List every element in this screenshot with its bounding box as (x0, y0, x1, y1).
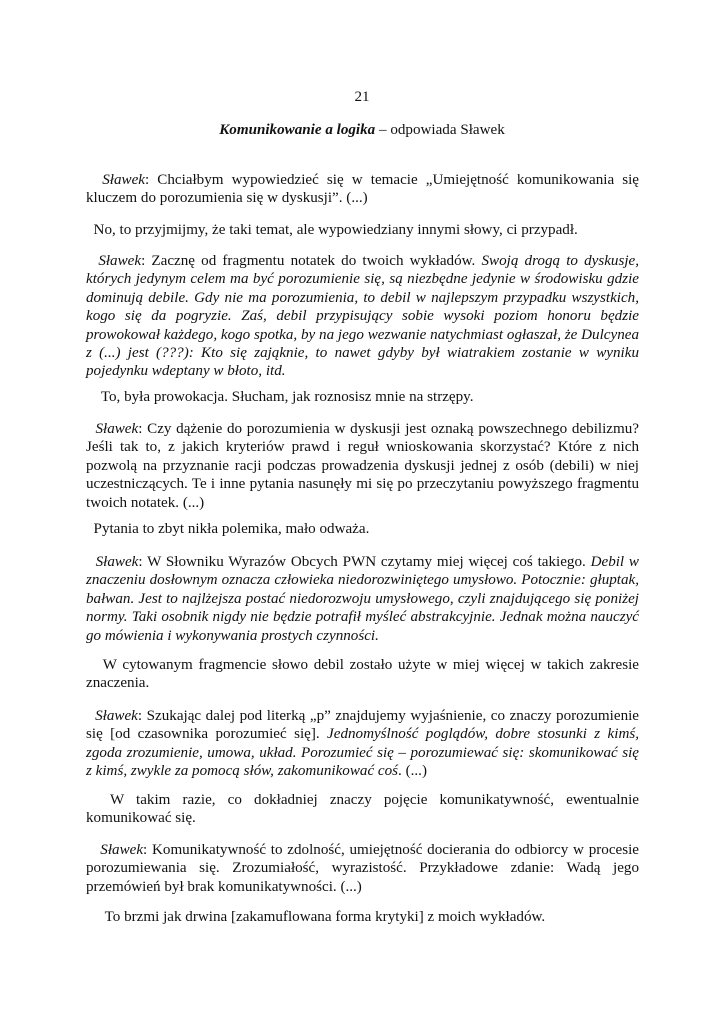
page-number: 21 (354, 89, 370, 105)
section-title-author: – odpowiada Sławek (375, 122, 505, 138)
paragraph (86, 553, 639, 645)
italic-text: Debil w znaczeniu dosłownym oznacza człowieka niedorozwiniętego umysłowo. Potocznie: głuptak, bałwan. Jest to najlżejsza postać niedorozwoju umysłowego, czyli znajdującego się poniżej normy. Taki osobnik nigdy nie będzie potrafił myśleć abstrakcyjnie. Jednak można nauczyć go mówienia i wykonywania prostych czynności. (86, 554, 639, 644)
paragraph-text: W takim razie, co dokładniej znaczy pojęcie komunikatywność, ewentualnie komunikować się. (86, 792, 639, 827)
section-title (0, 121, 724, 139)
paragraph (86, 420, 639, 512)
paragraph-text: : Czy dążenie do porozumienia w dyskusji jest oznaką powszechnego debilizmu? Jeśli tak to, z jakich kryteriów prawd i reguł wnioskowania skorzystać? Które z nich pozwolą na przyznanie racji podczas prowadzenia dyskusji jednej z osób (debili) w niej uczestniczących. Te i inne pytania nasunęły mi się po przeczytaniu powyższego fragmentu twoich notatek. (...) (86, 421, 639, 511)
paragraph-indent (86, 657, 103, 673)
paragraph (86, 908, 639, 926)
paragraph-indent (86, 792, 110, 808)
italic-text: Sławek (95, 421, 139, 437)
italic-text: Sławek (102, 172, 145, 188)
italic-text: Sławek (95, 554, 139, 570)
paragraph-text: : W Słowniku Wyrazów Obcych PWN czytamy miej więcej coś takiego. (138, 554, 591, 570)
paragraph (86, 841, 639, 896)
paragraph (86, 221, 639, 239)
paragraph (86, 656, 639, 693)
paragraph-indent (86, 253, 98, 269)
paragraph-text: Pytania to zbyt nikła polemika, mało odważa. (93, 521, 370, 537)
paragraph (86, 388, 639, 406)
paragraph (86, 520, 639, 538)
paragraph-indent (86, 389, 101, 405)
paragraph (86, 252, 639, 381)
italic-text: Sławek (95, 708, 138, 724)
paragraph-text: W cytowanym fragmencie słowo debil zostało użyte w miej więcej w takich zakresie znaczenia. (86, 657, 639, 692)
paragraph-indent (86, 222, 94, 238)
paragraph (86, 171, 639, 208)
paragraph-text: To, była prowokacja. Słucham, jak roznosisz mnie na strzępy. (100, 389, 474, 405)
paragraph-text: : Zacznę od fragmentu notatek do twoich wykładów. (141, 253, 482, 269)
paragraph-indent (86, 842, 100, 858)
paragraph-text: No, to przyjmijmy, że taki temat, ale wypowiedziany innymi słowy, ci przypadł. (93, 222, 578, 238)
paragraph-indent (86, 172, 102, 188)
section-title-topic: Komunikowanie a logika (219, 122, 376, 138)
paragraph-indent (86, 708, 95, 724)
italic-text: Sławek (100, 842, 144, 858)
paragraph-indent (86, 909, 105, 925)
paragraph-text: To brzmi jak drwina [zakamuflowana forma krytyki] z moich wykładów. (104, 909, 546, 925)
italic-text: Sławek (98, 253, 142, 269)
paragraph-indent (86, 521, 94, 537)
paragraph-text: : Chciałbym wypowiedzieć się w temacie „Umiejętność komunikowania się kluczem do porozumienia się w dyskusji”. (...) (86, 172, 640, 207)
paragraph (86, 707, 639, 781)
italic-text: Jednomyślność poglądów, dobre stosunki z kimś, zgoda zrozumienie, umowa, układ. Porozumieć się – porozumiewać się: skomunikować się z kimś, zwykle za pomocą słów, zakomunikować coś (86, 726, 639, 780)
paragraph-text: : Komunikatywność to zdolność, umiejętność docierania do odbiorcy w procesie porozumiewania się. Zrozumiałość, wyrazistość. Przykładowe zdanie: Wadą jego przemówień był brak komunikatywności. (...) (86, 842, 639, 895)
paragraph-indent (86, 554, 96, 570)
paragraph-text: : Szukając dalej pod literką „p” znajdujemy wyjaśnienie, co znaczy porozumienie się [od czasownika porozumieć się]. (86, 708, 640, 743)
italic-text: Swoją drogą to dyskusje, których jedynym celem ma być porozumienie się, są niezbędne jedynie w środowisku gdzie dominują debile. Gdy nie ma porozumienia, to debil w najlepszym przypadku wszystkich, kogo się da pogryzie. Zaś, debil przypisujący sobie wysoki poziom honoru będzie prowokował każdego, kogo spotka, by na jego wezwanie natychmiast ogłaszał, że Dulcynea z (...) jest (???): Kto się zająknie, to nawet gdyby był wiatrakiem zostanie w wyniku pojedynku wdeptany w błoto, itd. (86, 253, 640, 380)
paragraph-text: . (...) (398, 763, 427, 780)
paragraph (86, 791, 639, 828)
